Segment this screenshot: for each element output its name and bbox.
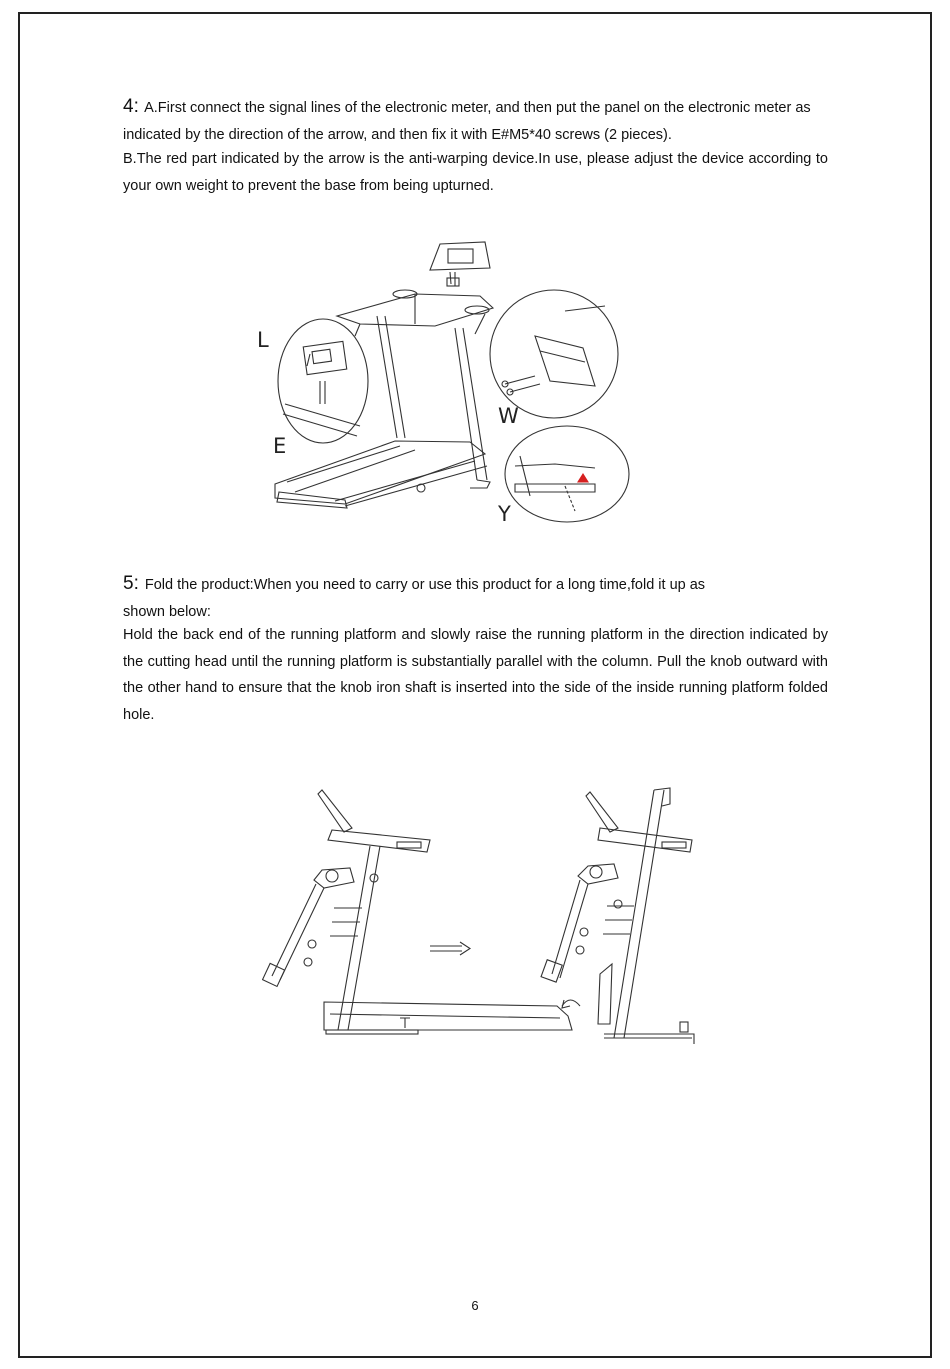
callout-label-l: L	[257, 328, 269, 352]
step5-text-a: Fold the product:When you need to carry or use this product for a long time,fold it up as shown below:	[123, 577, 706, 620]
fold-direction-arrow	[430, 942, 470, 955]
assembly-figure	[257, 236, 645, 528]
callout-label-e: E	[273, 434, 287, 458]
treadmill-folded	[541, 788, 694, 1044]
step5-number: 5:	[123, 573, 139, 594]
step4-text-a: A.First connect the signal lines of the electronic meter, and then put the panel on the electronic meter as indicated by the direction of the arrow, and then fix it with E#M5*40 screws (2 pieces).	[123, 100, 811, 143]
treadmill-unfolded	[263, 790, 572, 1034]
callout-label-w: W	[498, 404, 519, 428]
callout-label-y: Y	[498, 502, 511, 526]
step4-instruction-b: B.The red part indicated by the arrow is the anti-warping device.In use, please adjust the device according to your own weight to prevent the base from being upturned.	[123, 151, 828, 194]
page-number: 6	[471, 1298, 479, 1313]
folding-figure	[262, 784, 712, 1046]
console-panel	[430, 242, 490, 286]
step5-instruction-b: Hold the back end of the running platform and slowly raise the running platform in the direction indicated by the cutting head until the running platform is substantially parallel with the column. Pull the knob outward with the other hand to ensure that the knob iron shaft is inserted into the side of the inside running platform folded hole.	[123, 627, 828, 723]
step4-number: 4:	[123, 96, 139, 117]
step4-instruction-a	[123, 94, 828, 148]
step5-instruction-a	[123, 571, 723, 625]
